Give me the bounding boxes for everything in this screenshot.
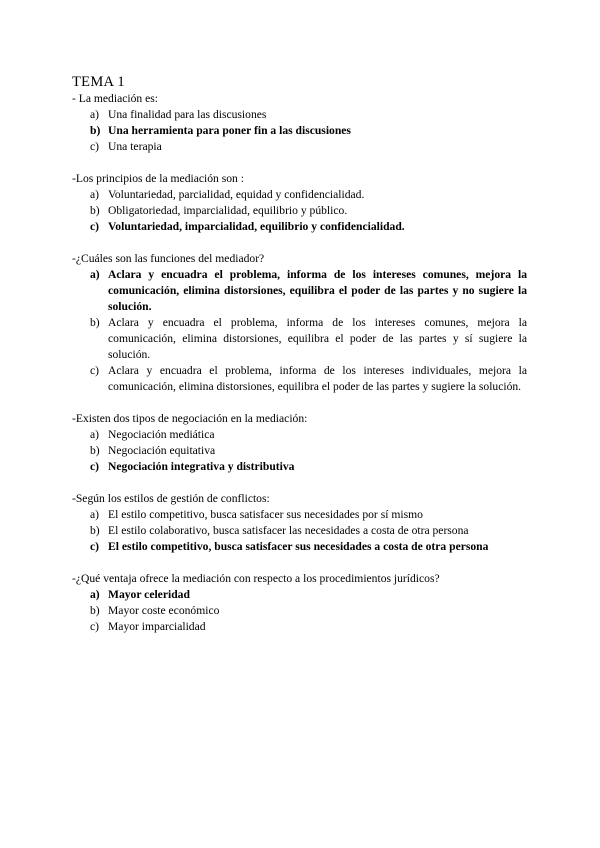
option-text: Voluntariedad, imparcialidad, equilibrio y confidencialidad. <box>108 220 405 233</box>
question-text: -Según los estilos de gestión de conflictos: <box>72 492 270 505</box>
option-letter: b) <box>90 316 100 329</box>
option-text: Mayor imparcialidad <box>108 620 206 633</box>
option-text: Mayor celeridad <box>108 588 190 601</box>
answer-option-correct <box>72 587 527 603</box>
option-text: Una herramienta para poner fin a las discusiones <box>108 124 351 137</box>
option-letter: b) <box>90 204 100 217</box>
option-letter: b) <box>90 524 100 537</box>
answer-option <box>72 107 527 123</box>
answer-option <box>72 603 527 619</box>
option-letter: c) <box>90 140 100 153</box>
option-letter: c) <box>90 460 100 473</box>
option-letter: a) <box>90 108 100 121</box>
answer-options <box>72 267 527 395</box>
page-title: TEMA 1 <box>72 74 125 90</box>
answer-option <box>72 507 527 523</box>
question-block <box>72 251 527 395</box>
answer-options <box>72 507 527 555</box>
answer-options <box>72 187 527 235</box>
option-text: Aclara y encuadra el problema, informa de los intereses individuales, mejora la comunicación, elimina distorsiones, equilibra el poder de las partes y sugiere la solución. <box>108 364 527 393</box>
answer-option-correct <box>72 539 527 555</box>
option-text: Una terapia <box>108 140 162 153</box>
option-letter: c) <box>90 620 100 633</box>
option-text: El estilo competitivo, busca satisfacer sus necesidades por sí mismo <box>108 508 423 521</box>
question-text: -¿Cuáles son las funciones del mediador? <box>72 252 265 265</box>
answer-option <box>72 363 527 395</box>
document-page <box>72 74 527 651</box>
option-text: Negociación integrativa y distributiva <box>108 460 295 473</box>
question-text: -Los principios de la mediación son : <box>72 172 244 185</box>
answer-option <box>72 427 527 443</box>
option-letter: a) <box>90 428 100 441</box>
answer-option-correct <box>72 459 527 475</box>
option-text: Negociación equitativa <box>108 444 216 457</box>
question-block <box>72 91 527 155</box>
option-letter: b) <box>90 124 101 137</box>
question-list <box>72 91 527 635</box>
option-text: Aclara y encuadra el problema, informa de los intereses comunes, mejora la comunicación, elimina distorsiones, equilibra el poder de las partes y sí sugiere la solución. <box>108 316 527 361</box>
question-text: -Existen dos tipos de negociación en la mediación: <box>72 412 308 425</box>
option-letter: c) <box>90 220 100 233</box>
question-block <box>72 571 527 635</box>
answer-options <box>72 587 527 635</box>
answer-option <box>72 443 527 459</box>
option-text: Mayor coste económico <box>108 604 220 617</box>
option-letter: c) <box>90 540 100 553</box>
answer-option <box>72 139 527 155</box>
answer-option-correct <box>72 123 527 139</box>
question-text: - La mediación es: <box>72 92 158 105</box>
option-letter: a) <box>90 188 100 201</box>
option-letter: a) <box>90 268 100 281</box>
answer-options <box>72 427 527 475</box>
option-text: Negociación mediática <box>108 428 215 441</box>
option-text: El estilo colaborativo, busca satisfacer las necesidades a costa de otra persona <box>108 524 469 537</box>
answer-options <box>72 107 527 155</box>
option-letter: c) <box>90 364 100 377</box>
option-text: Aclara y encuadra el problema, informa de los intereses comunes, mejora la comunicación, elimina distorsiones, equilibra el poder de las partes y no sugiere la solución. <box>108 268 527 313</box>
option-letter: b) <box>90 444 100 457</box>
option-letter: a) <box>90 508 100 521</box>
question-block <box>72 491 527 555</box>
option-text: Voluntariedad, parcialidad, equidad y confidencialidad. <box>108 188 365 201</box>
option-text: Una finalidad para las discusiones <box>108 108 267 121</box>
option-text: Obligatoriedad, imparcialidad, equilibrio y público. <box>108 204 348 217</box>
answer-option <box>72 187 527 203</box>
question-block <box>72 411 527 475</box>
option-letter: b) <box>90 604 100 617</box>
question-block <box>72 171 527 235</box>
answer-option <box>72 619 527 635</box>
option-letter: a) <box>90 588 100 601</box>
option-text: El estilo competitivo, busca satisfacer sus necesidades a costa de otra persona <box>108 540 489 553</box>
answer-option <box>72 315 527 363</box>
answer-option <box>72 523 527 539</box>
answer-option-correct <box>72 219 527 235</box>
answer-option-correct <box>72 267 527 315</box>
answer-option <box>72 203 527 219</box>
question-text: -¿Qué ventaja ofrece la mediación con respecto a los procedimientos jurídicos? <box>72 572 440 585</box>
